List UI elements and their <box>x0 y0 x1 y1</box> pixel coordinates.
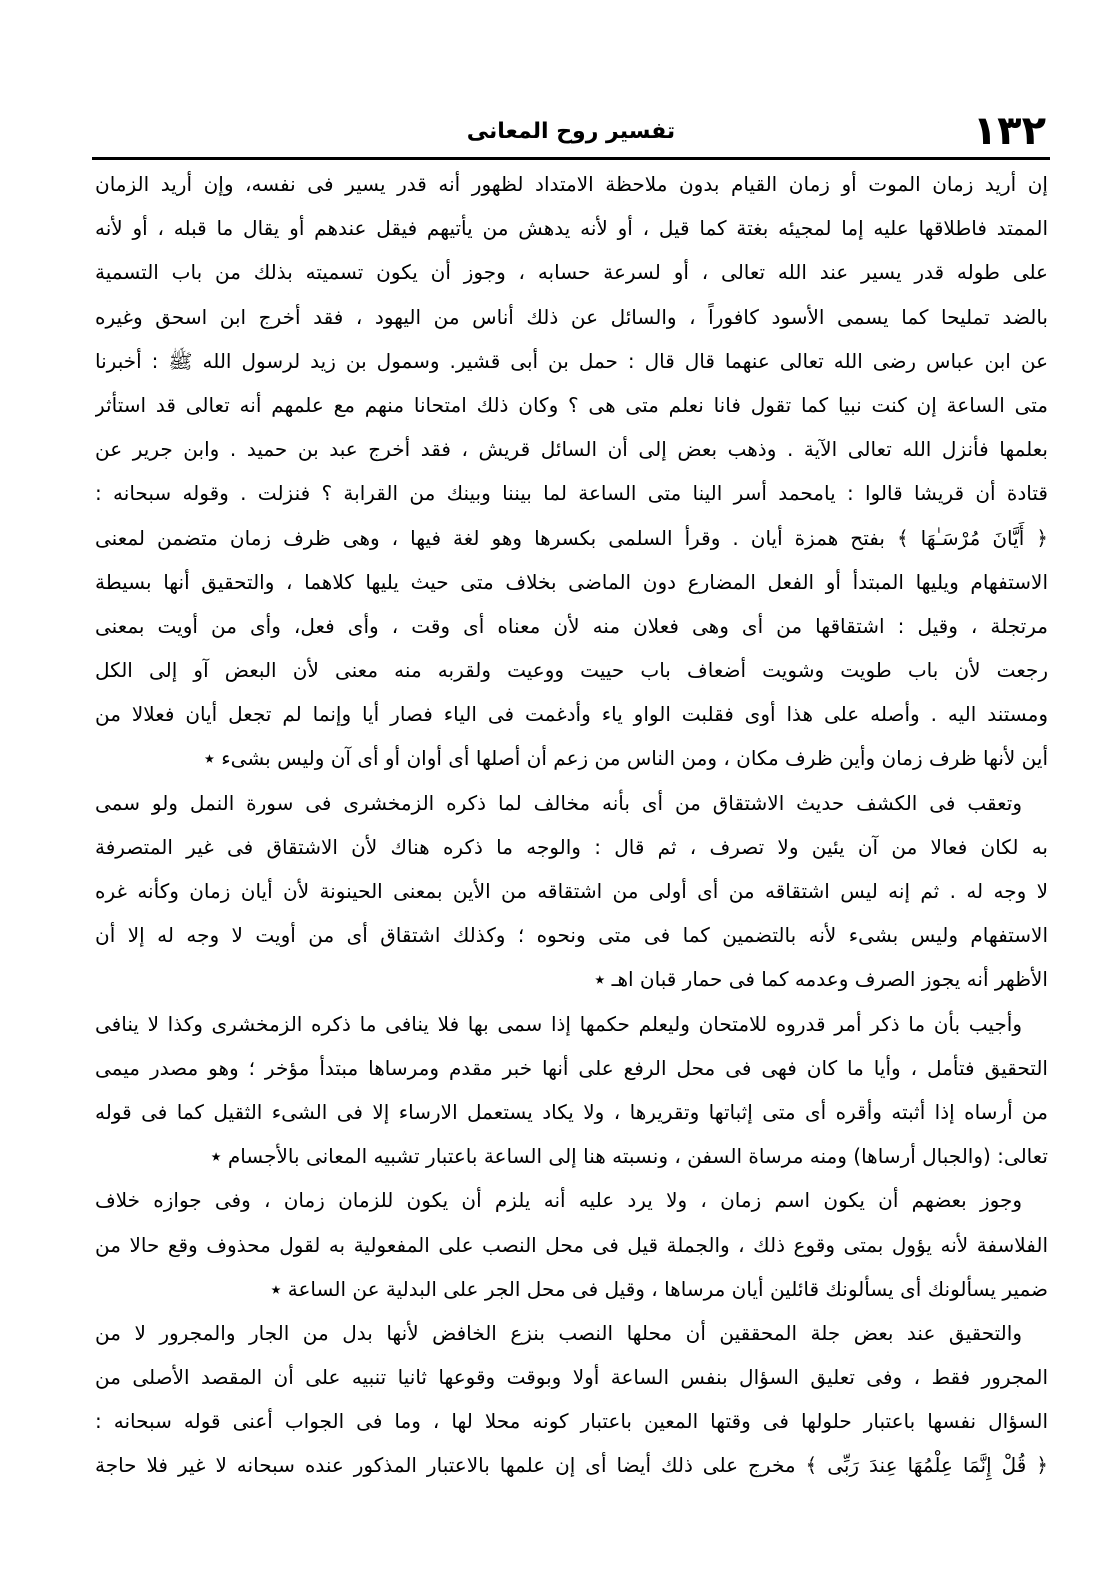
running-title: تفسير روح المعانى <box>466 119 676 144</box>
text-line: الأظهر أنه يجوز الصرف وعدمه كما فى حمار قبان اهـ ٭ <box>594 967 1048 992</box>
text-line: والتحقيق عند بعض جلة المحققين أن محلها النصب بنزع الخافض لأنها بدل من الجار والمجرور لا من <box>95 1320 1022 1345</box>
page-number: ١٣٢ <box>972 108 1046 154</box>
text-line: وتعقب فى الكشف حديث الاشتقاق من أى بأنه مخالف لما ذكره الزمخشرى فى سورة النمل ولو سمى <box>95 790 1022 815</box>
text-line: من أرساه إذا أثبته وأقره أى متى إثباتها وتقريرها ، ولا يكاد يستعمل الارساء إلا فى الشىء الثقيل كما فى قوله <box>95 1099 1048 1124</box>
text-line: التحقيق فتأمل ، وأيا ما كان فهى فى محل الرفع على أنها خبر مقدم ومرساها مبتدأ مؤخر ؛ وهو مصدر ميمى <box>95 1055 1048 1080</box>
text-line: الممتد فاطلاقها عليه إما لمجيئه بغتة كما قيل ، أو لأنه يدهش من يأتيهم فيقل عندهم أو يقال ما قبله ، أو لأنه <box>95 216 1048 241</box>
text-line: الاستفهام وليس بشىء لأنه بالتضمين كما فى متى ونحوه ؛ وكذلك اشتقاق أى من أويت لا وجه له إلا أن <box>95 923 1048 948</box>
text-line: الفلاسفة لأنه يؤول بمتى وقوع ذلك ، والجملة قيل فى محل النصب على المفعولية به لقول محذوف وقع حالا من <box>95 1232 1048 1257</box>
text-line: مرتجلة ، وقيل : اشتقاقها من أى وهى فعلان منه لأن معناه أى وقت ، وأى فعل، وأى من أويت بمعنى <box>95 613 1048 638</box>
text-line: إن أريد زمان الموت أو زمان القيام بدون ملاحظة الامتداد لظهور أنه قدر يسير فى نفسه، وإن أريد الزمان <box>95 172 1048 196</box>
text-line: به لكان فعالا من آن يئين ولا تصرف ، ثم قال : والوجه ما ذكره هناك لأن الاشتقاق فى غير المتصرفة <box>95 834 1048 859</box>
text-line: متى الساعة إن كنت نبيا كما تقول فانا نعلم متى هى ؟ وكان ذلك امتحانا منهم مع علمهم أنه تعالى قد استأثر <box>95 392 1048 417</box>
text-line: ﴿ قُلْ إِنَّمَا عِلْمُهَا عِندَ رَبِّى ﴾ مخرج على ذلك أيضا أى إن علمها بالاعتبار المذكور عنده سبحانه لا غير فلا حاجة <box>95 1453 1048 1478</box>
text-line: ﴿ أَيَّانَ مُرْسَـٰهَا ﴾ بفتح همزة أيان . وقرأ السلمى بكسرها وهو لغة فيها ، وهى ظرف زمان متضمن لمعنى <box>95 525 1048 550</box>
text-line: ومستند اليه . وأصله على هذا أوى فقلبت الواو ياء وأدغمت فى الياء فصار أيا وإنما لم تجعل أيان فعلالا من <box>95 702 1048 727</box>
text-line: رجعت لأن باب طويت وشويت أضعاف باب حييت ووعيت ولقربه منه معنى لأن البعض آو إلى الكل <box>95 658 1048 683</box>
text-line: تعالى: (والجبال أرساها) ومنه مرساة السفن ، ونسبته هنا إلى الساعة باعتبار تشبيه المعانى بالأجسام ٭ <box>210 1144 1048 1169</box>
text-line: لا وجه له . ثم إنه ليس اشتقاقه من أى أولى من اشتقاقه من الأين بمعنى الحينونة لأن أيان زمان وكأنه غره <box>95 879 1048 903</box>
text-line: أين لأنها ظرف زمان وأين ظرف مكان ، ومن الناس من زعم أن أصلها أى أوان أو أى آن وليس بشىء ٭ <box>203 746 1048 771</box>
text-line: وأجيب بأن ما ذكر أمر قدروه للامتحان وليعلم حكمها إذا سمى بها فلا ينافى ما ذكره الزمخشرى وكذا لا ينافى <box>95 1011 1022 1036</box>
text-line: عن ابن عباس رضى الله تعالى عنهما قال قال : حمل بن أبى قشير. وسمول بن زيد لرسول الله ﷺ : أخبرنا <box>95 348 1048 373</box>
text-line: السؤال نفسها باعتبار حلولها فى وقتها المعين باعتبار كونه محلا لها ، وما فى الجواب أعنى قوله سبحانه : <box>95 1409 1048 1434</box>
text-body <box>95 162 1048 1488</box>
header-rule <box>92 157 1050 160</box>
text-line: وجوز بعضهم أن يكون اسم زمان ، ولا يرد عليه أنه يلزم أن يكون للزمان زمان ، وفى جوازه خلاف <box>95 1188 1022 1213</box>
text-line: بالضد تمليحا كما يسمى الأسود كافوراً ، والسائل عن ذلك أناس من اليهود ، فقد أخرج ابن اسحق وغيره <box>95 304 1048 329</box>
text-line: ضمير يسألونك أى يسألونك قائلين أيان مرساها ، وقيل فى محل الجر على البدلية عن الساعة ٭ <box>270 1276 1048 1301</box>
text-line: بعلمها فأنزل الله تعالى الآية . وذهب بعض إلى أن السائل قريش ، فقد أخرج عبد بن حميد . وابن جرير عن <box>95 437 1048 462</box>
text-line: الاستفهام ويليها المبتدأ أو الفعل المضارع دون الماضى بخلاف متى حيث يليها كلاهما ، والتحقيق أنها بسيطة <box>95 569 1048 594</box>
page-header <box>92 108 1050 154</box>
text-line: قتادة أن قريشا قالوا : يامحمد أسر الينا متى الساعة لما بيننا وبينك من القرابة ؟ فنزلت . وقوله سبحانه : <box>95 481 1048 506</box>
text-line: على طوله قدر يسير عند الله تعالى ، أو لسرعة حسابه ، وجوز أن يكون تسميته بذلك من باب التسمية <box>95 260 1048 285</box>
text-line: المجرور فقط ، وفى تعليق السؤال بنفس الساعة أولا وبوقت وقوعها ثانيا تنبيه على أن المقصد الأصلى من <box>95 1365 1048 1390</box>
